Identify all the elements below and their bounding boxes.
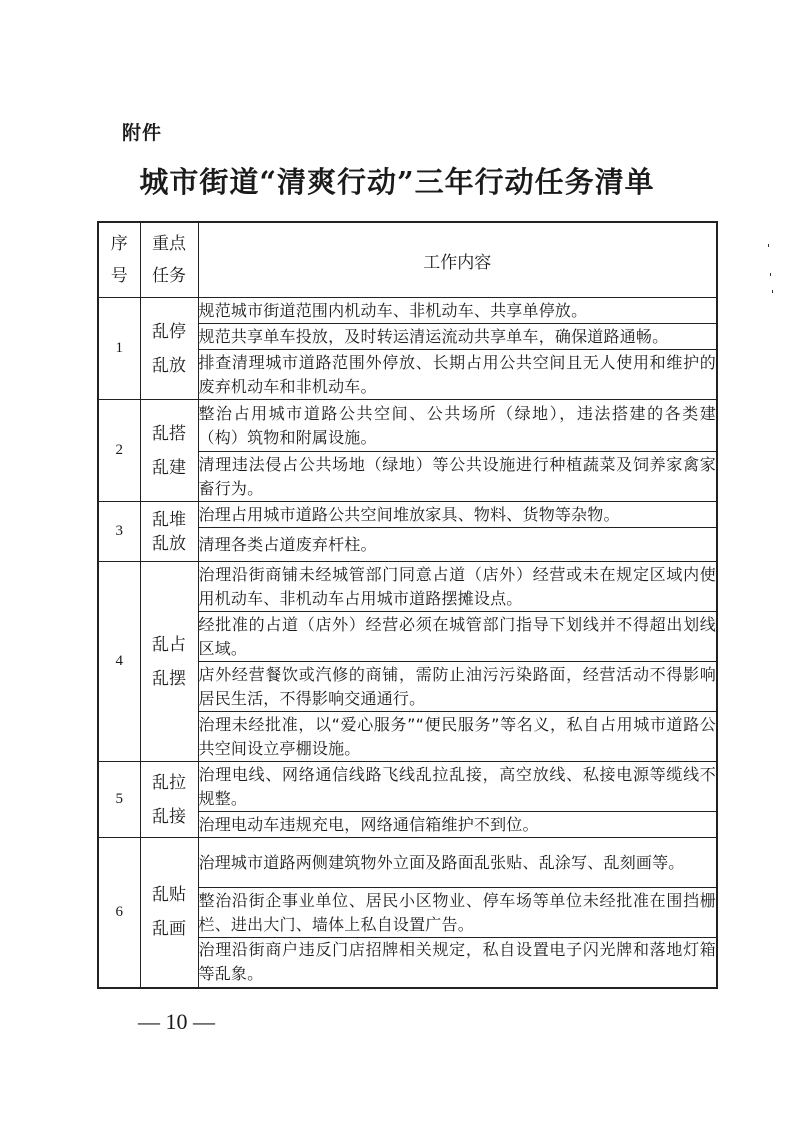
- row-number: 6: [98, 838, 140, 988]
- header-task-line: 重点: [152, 234, 186, 254]
- table-row: [98, 838, 717, 888]
- table-row: [98, 562, 717, 612]
- row-number: 3: [98, 502, 140, 562]
- work-content: 治理城市道路两侧建筑物外立面及路面乱张贴、乱涂写、乱刻画等。: [198, 838, 717, 888]
- row-number: 2: [98, 400, 140, 502]
- work-content: 排查清理城市道路范围外停放、长期占用公共空间且无人使用和维护的废弃机动车和非机动车。: [198, 350, 717, 400]
- work-content: 清理违法侵占公共场地（绿地）等公共设施进行种植蔬菜及饲养家禽家畜行为。: [198, 452, 717, 502]
- row-number: 4: [98, 562, 140, 762]
- scan-speck: [770, 273, 771, 276]
- task-name-line: 乱摆: [152, 668, 186, 689]
- header-no: [98, 222, 140, 298]
- task-table: [97, 221, 718, 989]
- table-row: [98, 400, 717, 452]
- table-header-row: [98, 222, 717, 298]
- work-content: 经批准的占道（店外）经营必须在城管部门指导下划线并不得超出划线区域。: [198, 612, 717, 662]
- task-name-line: 乱停: [152, 321, 186, 342]
- task-name: [140, 562, 198, 762]
- page-number: — 10 —: [138, 1009, 215, 1034]
- header-content: 工作内容: [198, 222, 717, 298]
- work-content: 规范共享单车投放，及时转运清运流动共享单车，确保道路通畅。: [198, 324, 717, 350]
- work-content: 治理电动车违规充电，网络通信箱维护不到位。: [198, 812, 717, 838]
- work-content: 整治沿街企事业单位、居民小区物业、停车场等单位未经批准在围挡栅栏、进出大门、墙体上私自设置广告。: [198, 888, 717, 938]
- work-content: 治理沿街商户违反门店招牌相关规定，私自设置电子闪光牌和落地灯箱等乱象。: [198, 938, 717, 988]
- work-content: 治理沿街商铺未经城管部门同意占道（店外）经营或未在规定区域内使用机动车、非机动车占用城市道路摆摊设点。: [198, 562, 717, 612]
- work-content: 治理电线、网络通信线路飞线乱拉乱接，高空放线、私接电源等缆线不规整。: [198, 762, 717, 812]
- task-name-line: 乱接: [152, 806, 186, 827]
- header-task-line: 任务: [152, 266, 186, 286]
- table-row: [98, 502, 717, 528]
- task-name: [140, 762, 198, 838]
- task-name: [140, 400, 198, 502]
- task-name-line: 乱占: [152, 634, 186, 655]
- task-name-line: 乱拉: [152, 772, 186, 793]
- work-content: 治理未经批准，以“爱心服务”“便民服务”等名义，私自占用城市道路公共空间设立亭棚设施。: [198, 712, 717, 762]
- row-number: 5: [98, 762, 140, 838]
- work-content: 清理各类占道废弃杆柱。: [198, 528, 717, 562]
- task-name-line: 乱搭: [152, 423, 186, 444]
- work-content: 规范城市街道范围内机动车、非机动车、共享单停放。: [198, 298, 717, 324]
- row-number: 1: [98, 298, 140, 400]
- task-name: [140, 298, 198, 400]
- page-title: 城市街道“清爽行动”三年行动任务清单: [139, 165, 655, 199]
- task-name-line: 乱贴: [152, 885, 186, 906]
- task-name-line: 乱堆: [152, 509, 186, 530]
- task-name-line: 乱建: [152, 457, 186, 478]
- table-row: [98, 298, 717, 324]
- table-row: [98, 762, 717, 812]
- scan-speck: [772, 290, 773, 293]
- task-name: [140, 838, 198, 988]
- scan-speck: [768, 244, 769, 247]
- task-name-line: 乱画: [152, 919, 186, 940]
- header-no-line: 号: [110, 266, 128, 286]
- work-content: 整治占用城市道路公共空间、公共场所（绿地），违法搭建的各类建（构）筑物和附属设施。: [198, 400, 717, 452]
- task-name-line: 乱放: [152, 355, 186, 376]
- header-task: [140, 222, 198, 298]
- header-no-line: 序: [110, 234, 128, 254]
- task-name-line: 乱放: [152, 533, 186, 554]
- task-name: [140, 502, 198, 562]
- work-content: 店外经营餐饮或汽修的商铺，需防止油污污染路面，经营活动不得影响居民生活，不得影响交通通行。: [198, 662, 717, 712]
- attachment-label: 附件: [122, 122, 163, 144]
- work-content: 治理占用城市道路公共空间堆放家具、物料、货物等杂物。: [198, 502, 717, 528]
